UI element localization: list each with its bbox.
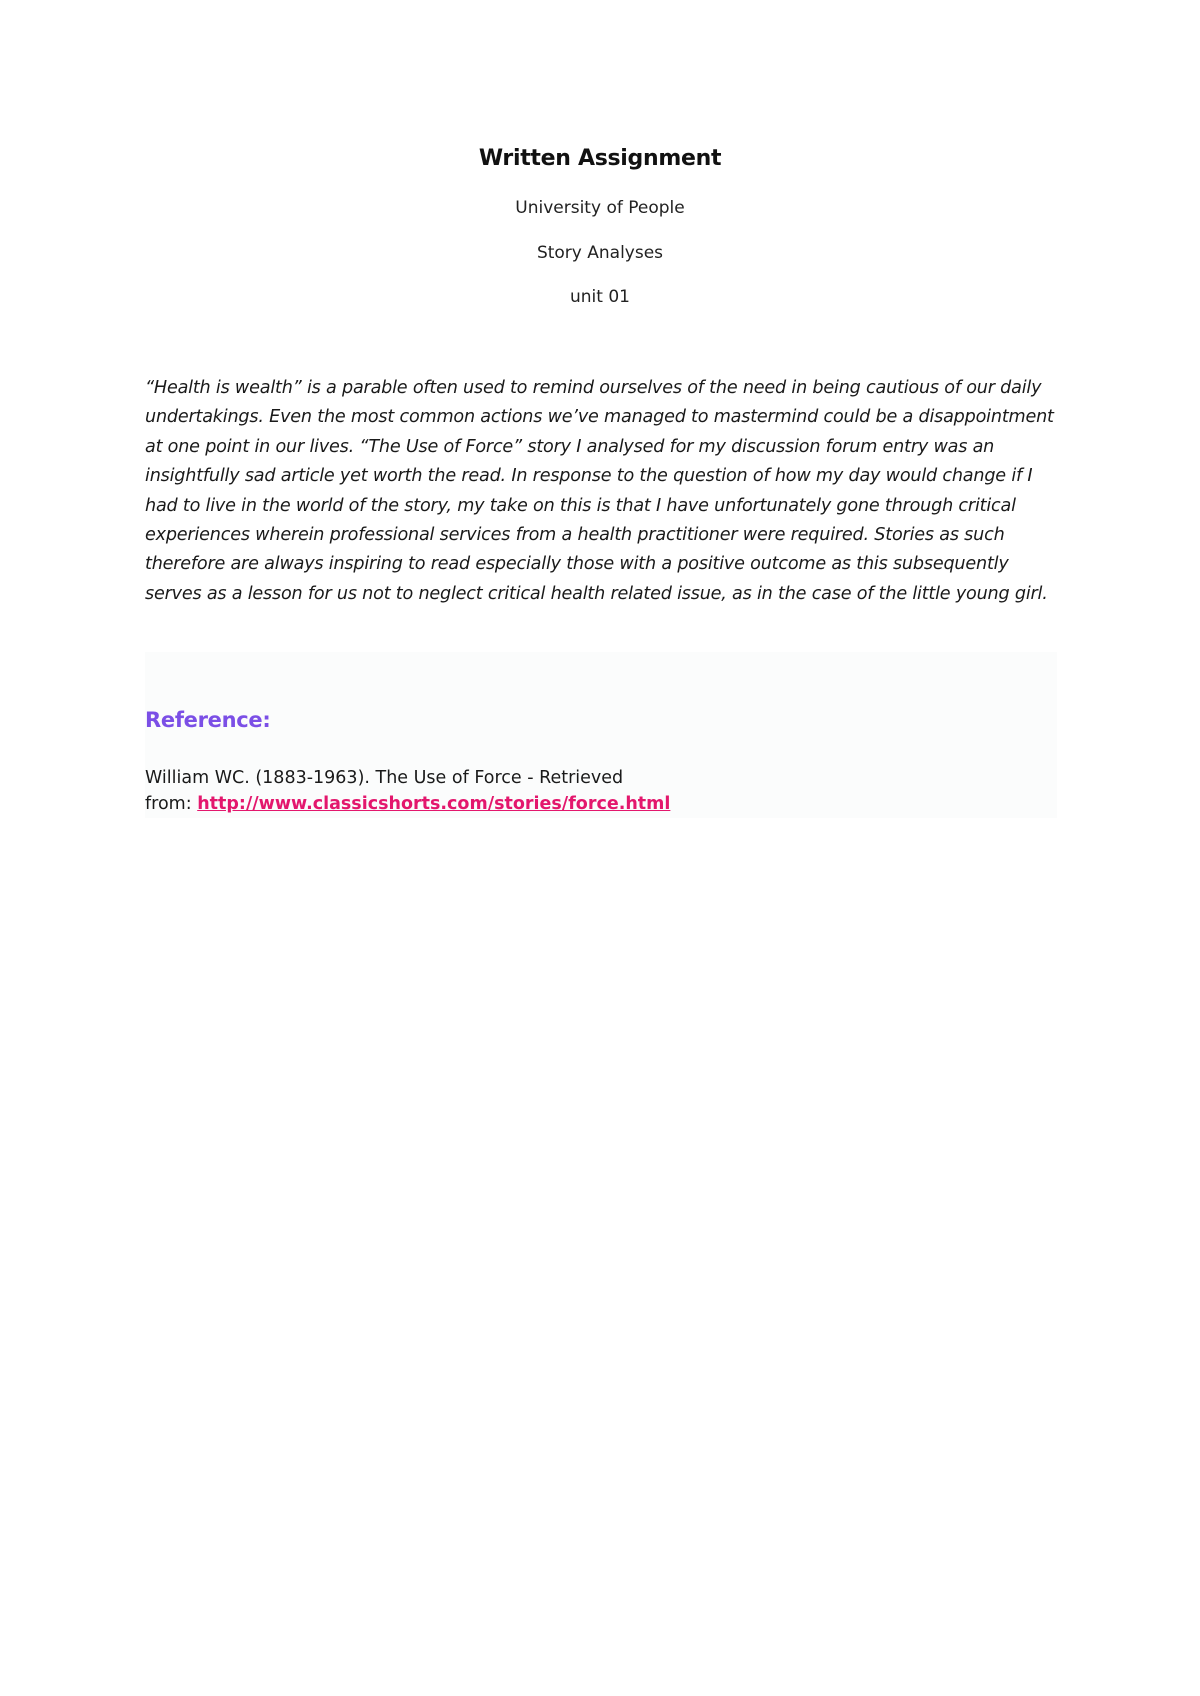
reference-section xyxy=(145,652,1057,818)
institution-name: University of People xyxy=(515,198,685,218)
reference-from-label: from: xyxy=(145,794,198,814)
body-paragraph: “Health is wealth” is a parable often used to remind ourselves of the need in being cautious of our daily undertakings. Even the most common actions we’ve managed to mastermind could be a disappointment at one point in our lives. “The Use of Force” story I analysed for my discussion forum entry was an insightfully sad article yet worth the read. In response to the question of how my day would change if I had to live in the world of the story, my take on this is that I have unfortunately gone through critical experiences wherein professional services from a health practitioner were required. Stories as such therefore are always inspiring to read especially those with a positive outcome as this subsequently serves as a lesson for us not to neglect critical health related issue, as in the case of the little young girl. xyxy=(145,378,1054,604)
reference-link[interactable]: http://www.classicshorts.com/stories/force.html xyxy=(197,794,671,814)
document-title: Written Assignment xyxy=(478,146,722,171)
reference-source-line xyxy=(145,794,670,814)
reference-citation: William WC. (1883-1963). The Use of Force - Retrieved xyxy=(145,768,624,788)
unit-label: unit 01 xyxy=(570,287,630,307)
course-name: Story Analyses xyxy=(536,243,664,263)
reference-heading: Reference: xyxy=(145,708,271,732)
